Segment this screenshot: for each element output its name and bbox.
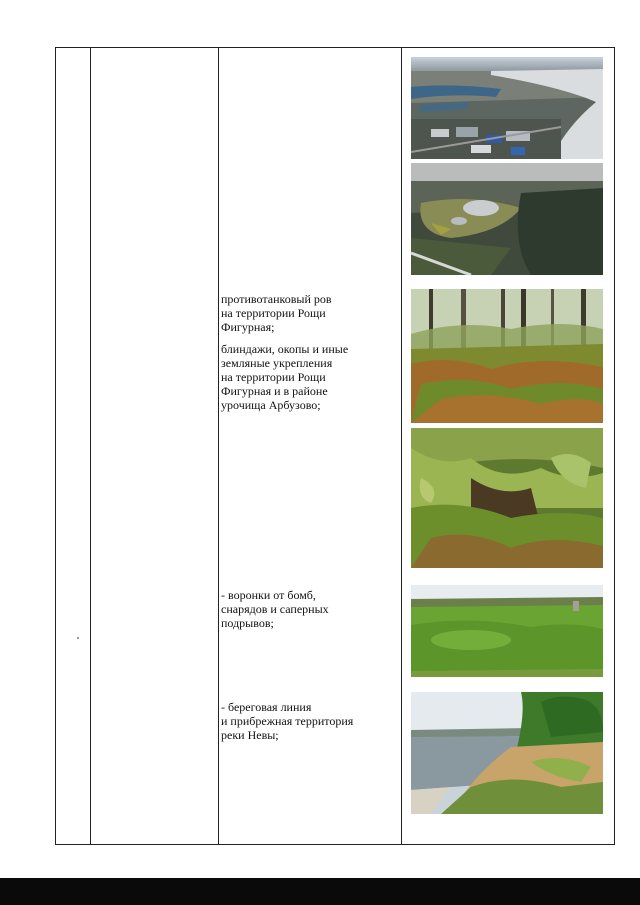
scan-bottom-border xyxy=(0,878,640,905)
column-divider-2 xyxy=(218,48,219,844)
field-craters-photo xyxy=(411,585,603,677)
text-bomb-craters: - воронки от бомб, снарядов и саперных подрывов; xyxy=(221,588,329,630)
column-divider-3 xyxy=(401,48,402,844)
forest-fern-photo-1 xyxy=(411,289,603,423)
text-dugouts-trenches: блиндажи, окопы и иные земляные укрепления на территории Рощи Фигурная и в районе урочища Арбузово; xyxy=(221,342,349,412)
column-divider-1 xyxy=(90,48,91,844)
neva-shoreline-photo xyxy=(411,692,603,814)
forest-fern-photo-2 xyxy=(411,428,603,568)
scan-speck xyxy=(77,637,79,639)
aerial-river-photo xyxy=(411,57,603,159)
text-antitank-ditch: противотанковый ров на территории Рощи Фигурная; xyxy=(221,292,332,334)
aerial-swamp-forest-photo xyxy=(411,163,603,275)
text-neva-shoreline: - береговая линия и прибрежная территория реки Невы; xyxy=(221,700,354,742)
